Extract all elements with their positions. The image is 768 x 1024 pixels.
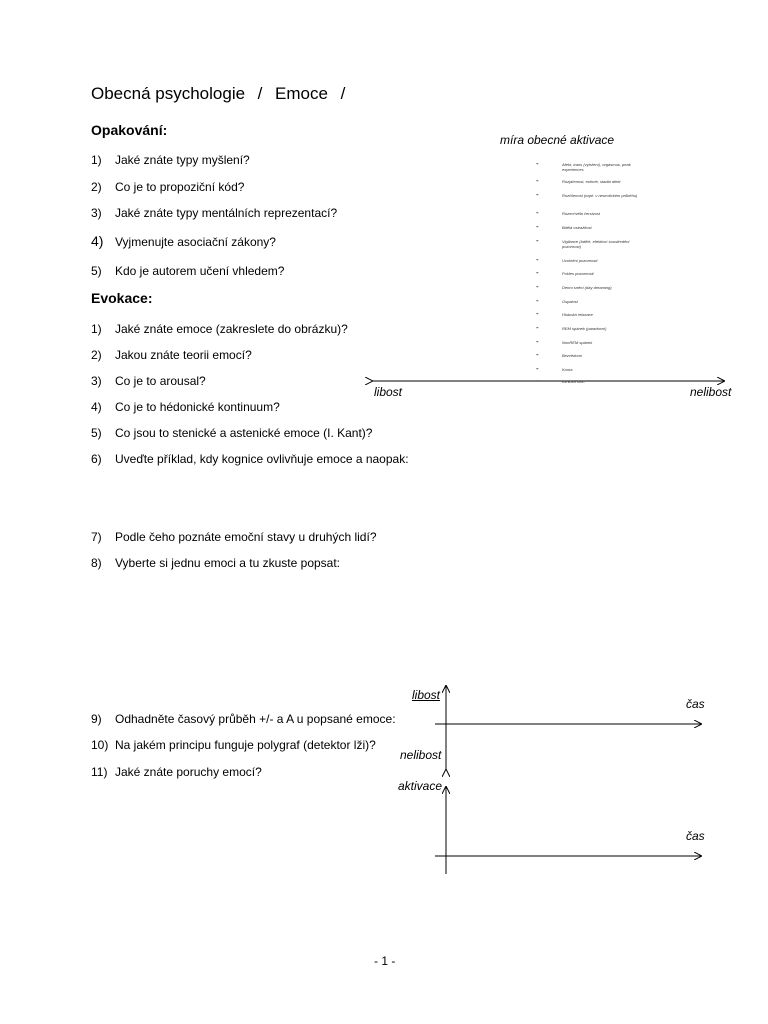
dash-mark: - (536, 176, 539, 185)
dash-mark: - (536, 296, 539, 305)
dash-mark: - (536, 190, 539, 199)
question-text: Co je to propoziční kód? (115, 180, 245, 194)
subject-text: Obecná psychologie (91, 84, 246, 103)
dash-mark: - (536, 350, 539, 359)
question-number: 7) (91, 530, 102, 544)
question-number: 6) (91, 452, 102, 466)
question-text: Kdo je autorem učení vhledem? (115, 264, 285, 278)
question-number: 4) (91, 400, 102, 414)
question-number: 10) (91, 738, 109, 752)
question-text: Jaké znáte poruchy emocí? (115, 765, 262, 779)
question-text: Jaké znáte emoce (zakreslete do obrázku)? (115, 322, 348, 336)
scale-item-text: Rozjařenost, euforie, stadiá afekt (562, 179, 621, 184)
dash-mark: - (536, 208, 539, 217)
question-text: Na jakém principu funguje polygraf (detektor lži)? (115, 738, 376, 752)
question-number: 5) (91, 426, 102, 440)
question-text: Podle čeho poznáte emoční stavy u druhých lidí? (115, 530, 377, 544)
dash-mark: - (536, 268, 539, 277)
dash-mark: - (536, 309, 539, 318)
repetition-heading: Opakování: (91, 122, 168, 138)
scale-item-text: Hluboká relaxace (562, 312, 593, 317)
dash-mark: - (536, 282, 539, 291)
question-number: 11) (91, 765, 108, 779)
dash-mark: - (536, 323, 539, 332)
evocation-heading: Evokace: (91, 290, 153, 306)
question-text: Vyberte si jednu emoci a tu zkuste popsat: (115, 556, 341, 570)
dash-mark: - (536, 337, 539, 346)
dash-mark: - (536, 364, 539, 373)
scale-item-text: Pokles pozornosti (562, 271, 594, 276)
scale-item-text: Klinická smrt (562, 379, 585, 384)
scale-item-text: REM spánek (paradoxní) (562, 326, 607, 331)
dash-mark: - (536, 159, 539, 168)
question-text: Co je to hédonické kontinuum? (115, 400, 280, 414)
pleasure-label: libost (374, 385, 403, 399)
question-text: Vyjmenujte asociační zákony? (115, 235, 276, 249)
time-label-1: čas (686, 697, 705, 711)
question-text: Jaké znáte typy mentálních reprezentací? (115, 206, 338, 220)
scale-item-text: Bdělá ostražitost (562, 225, 592, 230)
time-label-2: čas (686, 829, 705, 843)
question-text: Odhadněte časový průběh +/- a A u popsané emoce: (115, 712, 396, 726)
scale-item-text: NonREM spánek (562, 340, 593, 345)
scale-item-text: Koma (562, 367, 573, 372)
activation-title: míra obecné aktivace (500, 133, 615, 147)
dash-mark: - (536, 222, 539, 231)
scale-item-text: Rozechvělá čerstvost (562, 211, 601, 216)
title-separator: / (257, 84, 263, 103)
question-text: Co je to arousal? (115, 374, 206, 388)
dash-mark: - (536, 236, 539, 245)
question-text: Jaké znáte typy myšlení? (115, 153, 250, 167)
question-number: 2) (91, 348, 102, 362)
question-number: 8) (91, 556, 102, 570)
topic-text: Emoce (275, 84, 328, 103)
activation-label: aktivace (398, 779, 443, 793)
page-number: - 1 - (374, 954, 396, 968)
question-number: 1) (91, 153, 102, 167)
scale-item-text: Afekt, trans (vytržení), orgasmus, peak experiences (562, 162, 631, 172)
dash-mark: - (536, 376, 539, 385)
question-number: 1) (91, 322, 102, 336)
question-number: 9) (91, 712, 102, 726)
question-number: 2) (91, 180, 102, 194)
question-text: Uveďte příklad, kdy kognice ovlivňuje emoce a naopak: (115, 452, 409, 466)
scale-item-text: Rozčilenost (např. v neurotickém průběhu) (562, 193, 638, 198)
question-text: Jakou znáte teorii emocí? (115, 348, 252, 362)
scale-item-text: Vigilance (bdělé, efektivní soustředění pozornost) (562, 239, 630, 249)
scale-item-text: Uvolnění pozornosti (562, 258, 598, 263)
question-number: 3) (91, 374, 102, 388)
pleasure-top-label: libost (412, 688, 441, 702)
scale-item-text: Denní snění (day dreaming) (562, 285, 612, 290)
displeasure-label: nelibost (690, 385, 732, 399)
question-text: Co jsou to stenické a astenické emoce (I. Kant)? (115, 426, 373, 440)
scale-item-text: Bezvědomí (562, 353, 583, 358)
displeasure-bottom-label: nelibost (400, 748, 442, 762)
question-number: 3) (91, 206, 102, 220)
dash-mark: - (536, 255, 539, 264)
question-number: 5) (91, 264, 102, 278)
title-trailing-separator: / (340, 84, 346, 103)
question-number: 4) (91, 233, 104, 249)
scale-item-text: Ospalost (562, 299, 578, 304)
